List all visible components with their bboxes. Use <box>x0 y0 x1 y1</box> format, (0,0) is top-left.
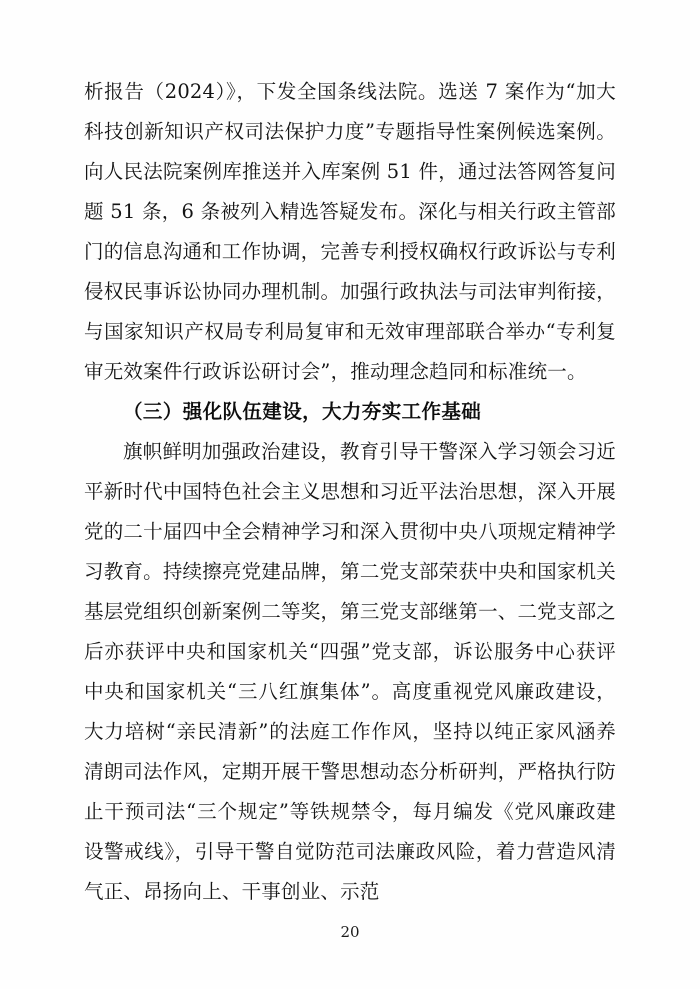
paragraph-body: 旗帜鲜明加强政治建设，教育引导干警深入学习领会习近平新时代中国特色社会主义思想和习近平法治思想，深入开展党的二十届四中全会精神学习和深入贯彻中央八项规定精神学习教育。持续擦亮党建品牌，第二党支部荣获中央和国家机关基层党组织创新案例二等奖，第三党支部继第一、二党支部之后亦获评中央和国家机关“四强”党支部，诉讼服务中心获评中央和国家机关“三八红旗集体”。高度重视党风廉政建设，大力培树“亲民清新”的法庭工作作风，坚持以纯正家风涵养清朗司法作风，定期开展干警思想动态分析研判，严格执行防止干预司法“三个规定”等铁规禁令，每月编发《党风廉政建设警戒线》，引导干警自觉防范司法廉政风险，着力营造风清气正、昂扬向上、干事创业、示范 <box>84 440 616 903</box>
section-heading: （三）强化队伍建设，大力夯实工作基础 <box>123 400 482 423</box>
paragraph-continued: 析报告（2024）》，下发全国条线法院。选送 7 案作为“加大科技创新知识产权司法保护力度”专题指导性案例候选案例。向人民法院案例库推送并入库案例 51 件，通过法答网答复问题 51 条，6 条被列入精选答疑发布。深化与相关行政主管部门的信息沟通和工作协调，完善专利授权确权行政诉讼与专利侵权民事诉讼协同办理机制。加强行政执法与司法审判衔接，与国家知识产权局专利局复审和无效审理部联合举办“专利复审无效案件行政诉讼研讨会”，推动理念趋同和标准统一。 <box>84 80 616 383</box>
page-number: 20 <box>340 923 360 941</box>
page-body <box>84 72 616 912</box>
